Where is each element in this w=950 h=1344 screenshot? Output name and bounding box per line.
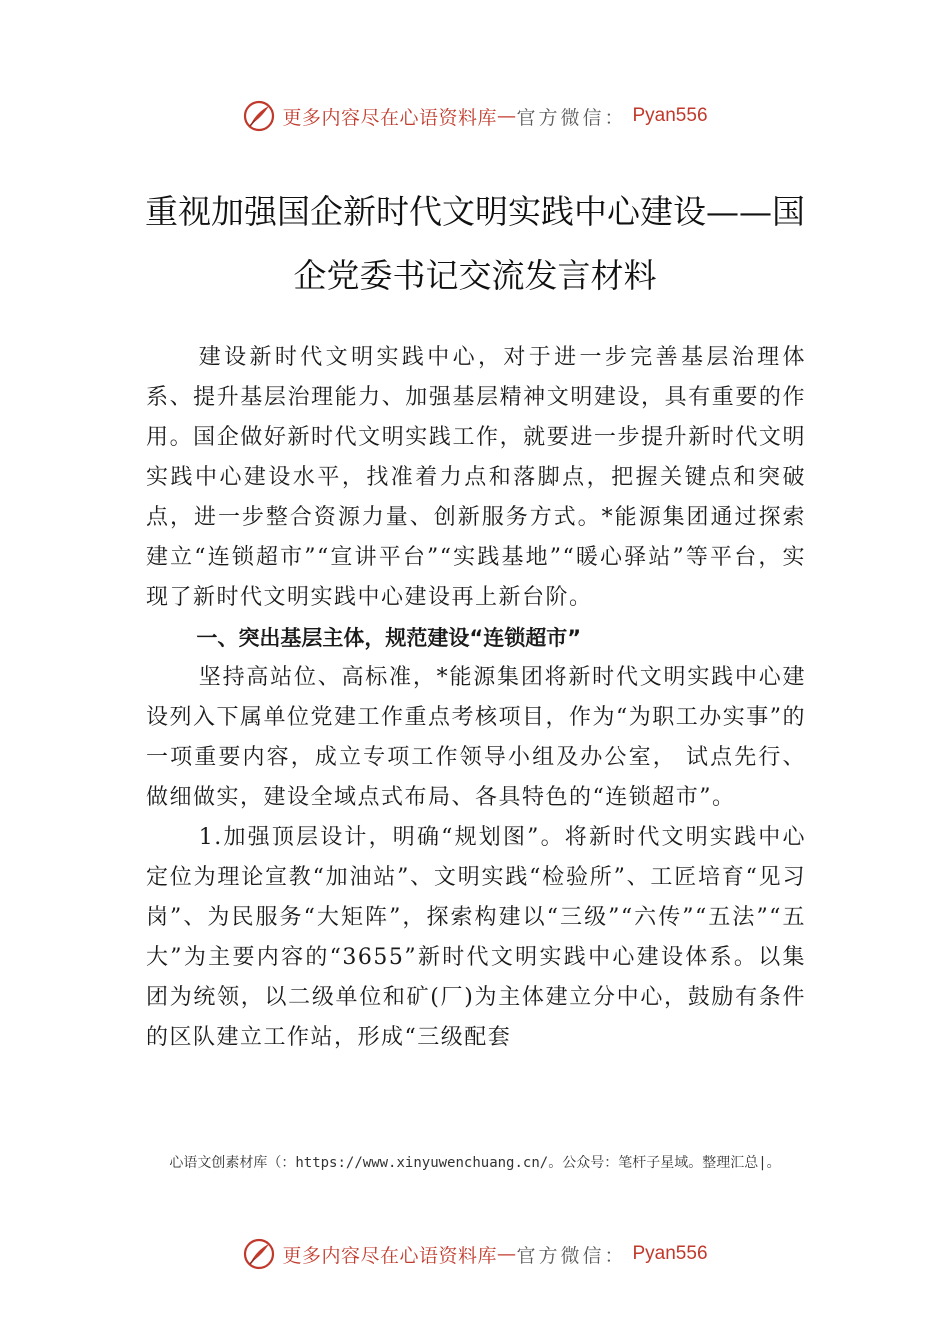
quill-logo-icon bbox=[242, 99, 276, 133]
footer-note: 心语文创素材库（：https://www.xinyuwenchuang.cn/。公众号：笔杆子星域。整理汇总|。 bbox=[169, 1155, 781, 1171]
section-heading: 一、突出基层主体，规范建设“连锁超市” bbox=[196, 626, 581, 650]
bottom-banner bbox=[0, 1234, 950, 1274]
banner-label: 官方微信： bbox=[516, 106, 627, 129]
quill-logo-icon bbox=[242, 1237, 276, 1271]
section-paragraph: 坚持高站位、高标准，*能源集团将新时代文明实践中心建设列入下属单位党建工作重点考核项目，作为“为职工办实事”的一项重要内容，成立专项工作领导小组及办公室， 试点先行、做细做实，建设全域点式布局、各具特色的“连锁超市”。 bbox=[146, 665, 806, 810]
top-banner bbox=[0, 96, 950, 136]
banner-wechat-id: Pyan556 bbox=[632, 1243, 708, 1264]
banner-separator: — bbox=[496, 1243, 517, 1265]
intro-paragraph: 建设新时代文明实践中心，对于进一步完善基层治理体系、提升基层治理能力、加强基层精神文明建设，具有重要的作用。国企做好新时代文明实践工作，就要进一步提升新时代文明实践中心建设水平，找准着力点和落脚点，把握关键点和突破点，进一步整合资源力量、创新服务方式。*能源集团通过探索建立“连锁超市”“宣讲平台”“实践基地”“暖心驿站”等平台，实现了新时代文明实践中心建设再上新台阶。 bbox=[146, 345, 806, 610]
banner-main-text: 更多内容尽在心语资料库 bbox=[282, 1244, 497, 1267]
document-body bbox=[146, 338, 806, 1058]
banner-separator: — bbox=[496, 105, 517, 127]
banner-label: 官方微信： bbox=[516, 1244, 627, 1267]
banner-wechat-id: Pyan556 bbox=[632, 105, 708, 126]
subsection-paragraph: 1.加强顶层设计，明确“规划图”。将新时代文明实践中心定位为理论宣教“加油站”、文明实践“检验所”、工匠培育“见习岗”、为民服务“大矩阵”，探索构建以“三级”“六传”“五法”“五大”为主要内容的“3655”新时代文明实践中心建设体系。以集团为统领，以二级单位和矿(厂)为主体建立分中心，鼓励有条件的区队建立工作站，形成“三级配套 bbox=[146, 825, 806, 1050]
document-title: 重视加强国企新时代文明实践中心建设——国企党委书记交流发言材料 bbox=[145, 192, 805, 295]
banner-main-text: 更多内容尽在心语资料库 bbox=[282, 106, 497, 129]
